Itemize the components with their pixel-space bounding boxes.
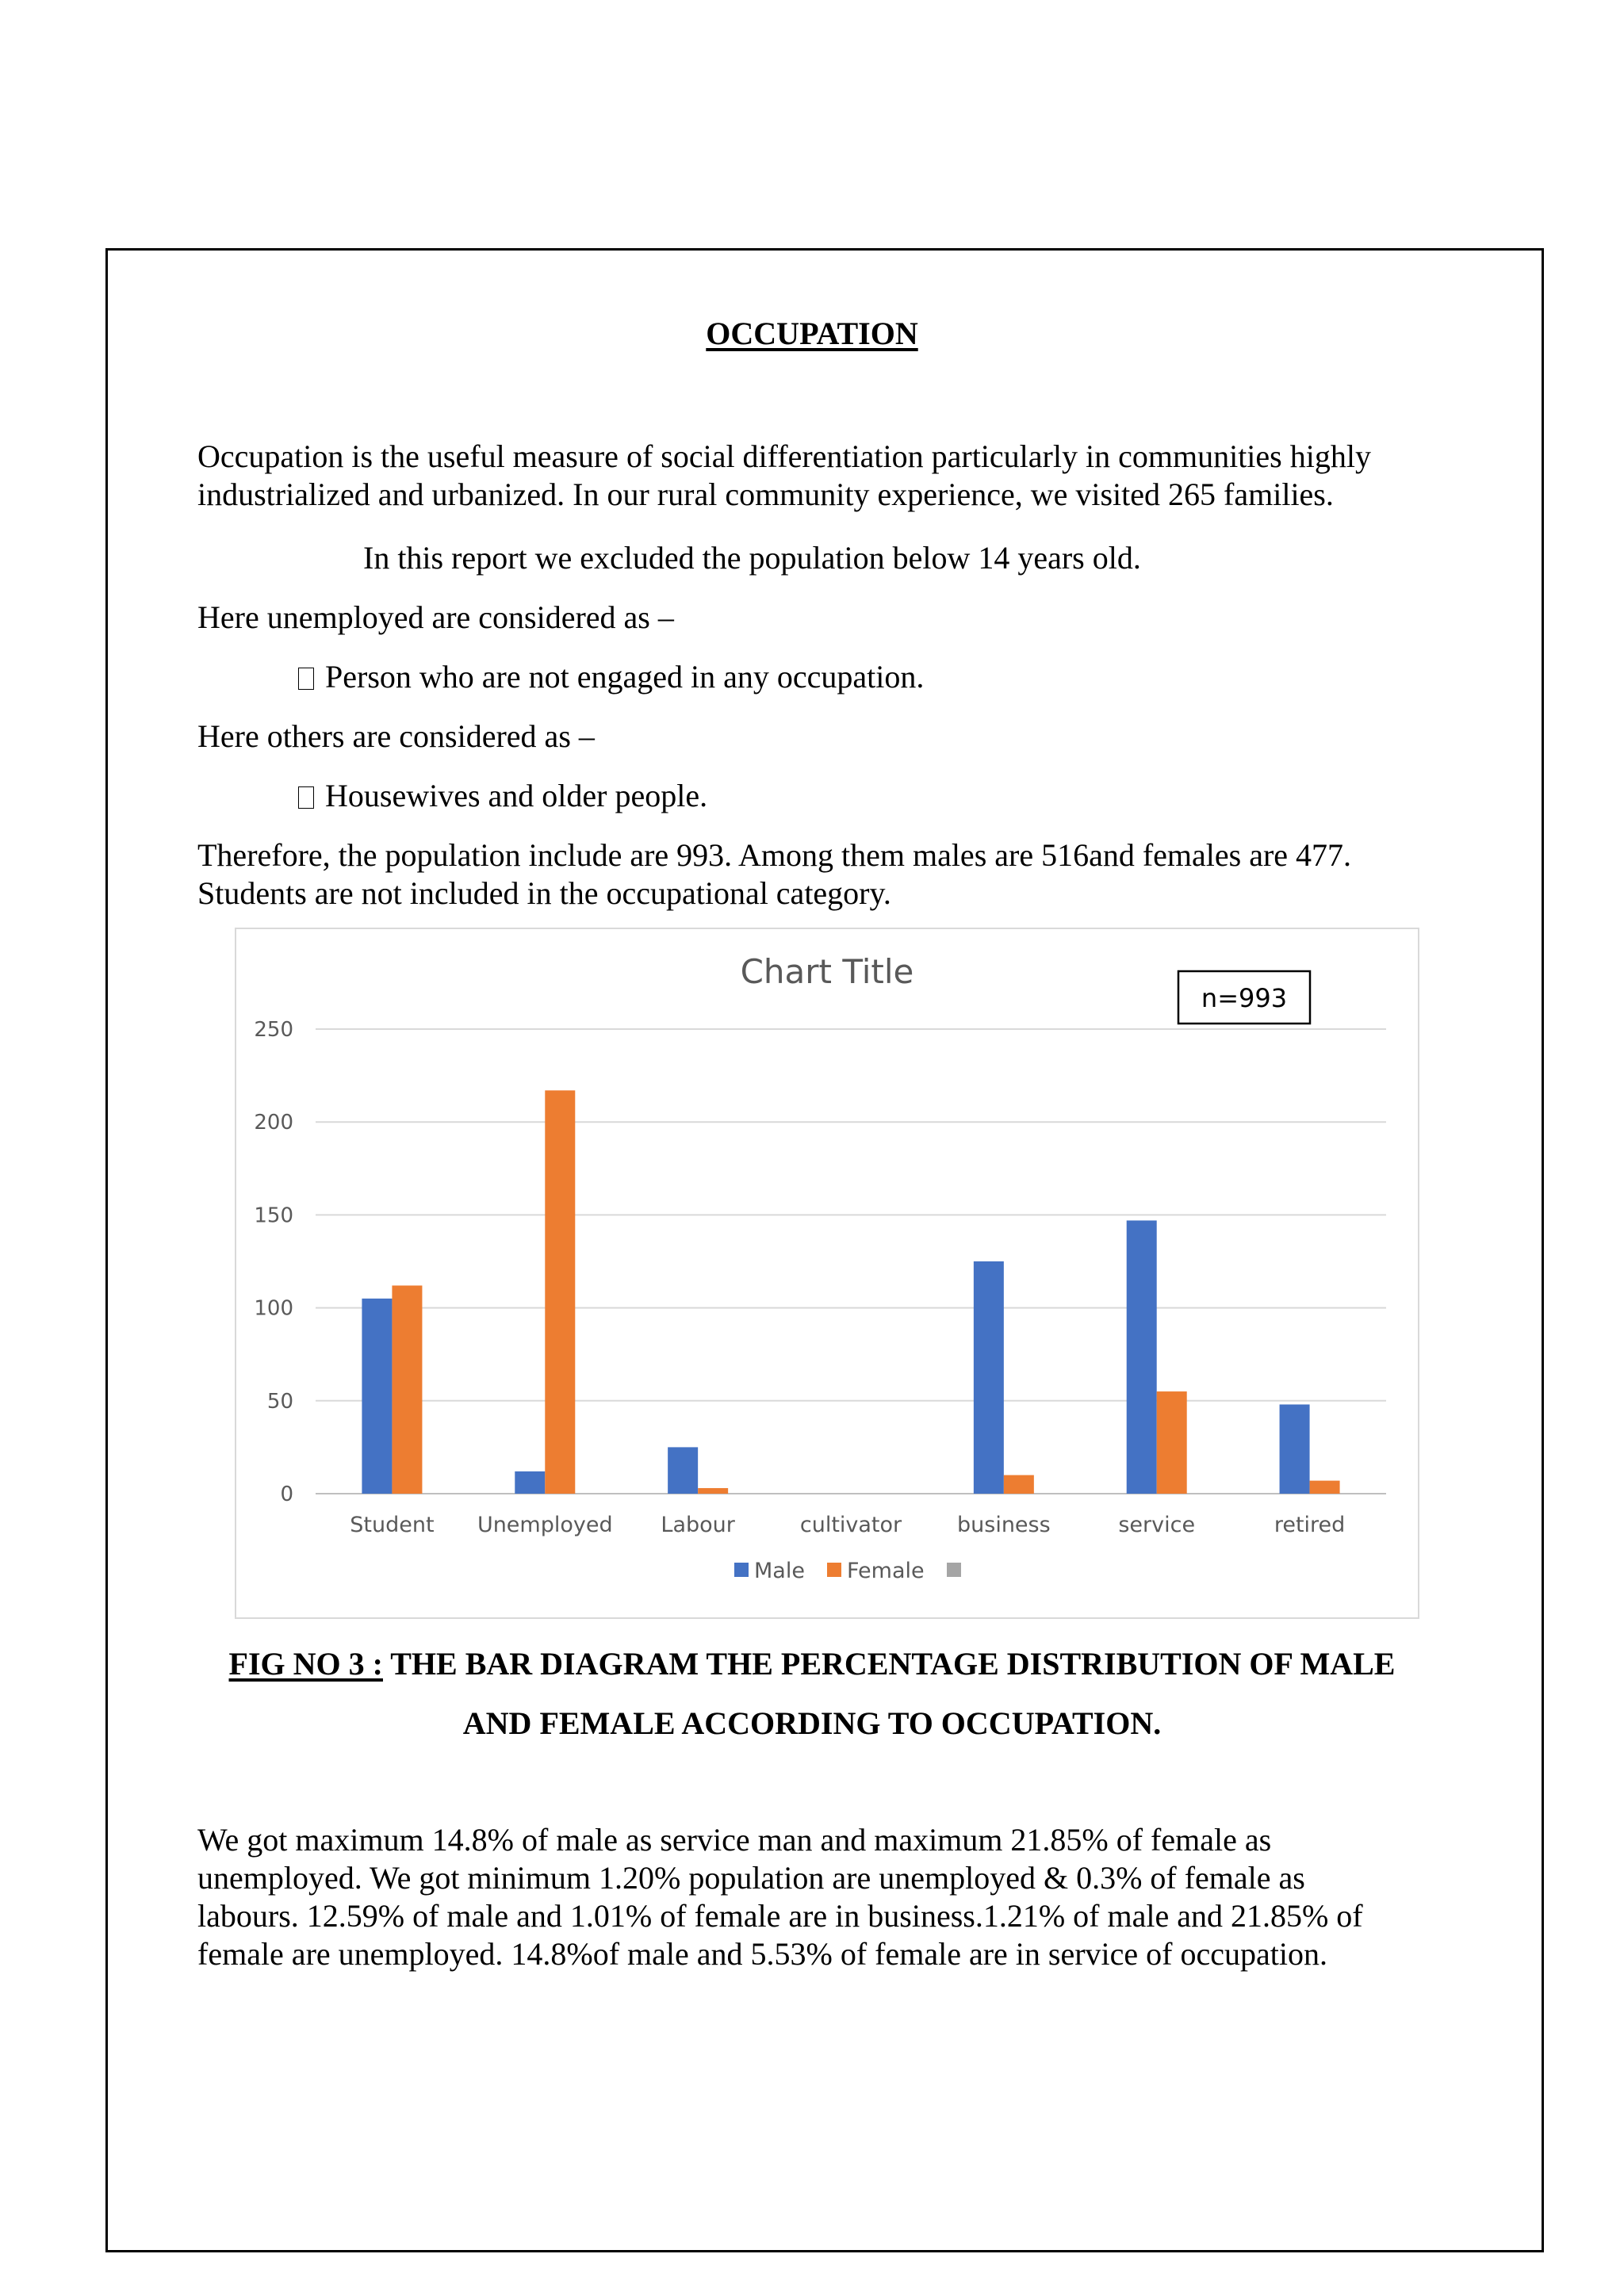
x-tick-label: Labour <box>661 1513 735 1537</box>
others-definition-text: Housewives and older people. <box>325 778 708 813</box>
findings-line-4: female are unemployed. 14.8%of male and 5.53% of female are in service of occupation. <box>197 1936 1327 1972</box>
legend-swatch-unnamed <box>947 1563 961 1577</box>
bar-female <box>698 1488 728 1494</box>
unemployed-definition-item <box>298 658 924 696</box>
unemployed-definition-text: Person who are not engaged in any occupation. <box>325 659 925 695</box>
chart-title: Chart Title <box>740 952 914 991</box>
population-line-1: Therefore, the population include are 993. Among them males are 516and females are 477. <box>197 837 1352 873</box>
x-tick-label: Unemployed <box>477 1513 613 1537</box>
bar-male <box>362 1299 392 1494</box>
x-tick-label: retired <box>1274 1513 1346 1537</box>
bar-female <box>545 1090 575 1494</box>
figure-caption-line-2: AND FEMALE ACCORDING TO OCCUPATION. <box>462 1705 1162 1741</box>
bar-male <box>1127 1220 1157 1494</box>
y-tick-label: 0 <box>280 1483 293 1506</box>
x-tick-label: service <box>1118 1513 1196 1537</box>
findings-line-3: labours. 12.59% of male and 1.01% of female are in business.1.21% of male and 21.85% of <box>197 1898 1363 1934</box>
unemployed-definition-heading: Here unemployed are considered as – <box>197 599 674 635</box>
bar-male <box>974 1261 1004 1494</box>
y-tick-label: 100 <box>254 1296 293 1321</box>
y-tick-label: 50 <box>266 1389 293 1414</box>
bar-male <box>668 1447 698 1494</box>
bar-female <box>392 1285 422 1494</box>
bar-chart <box>235 928 1419 1619</box>
intro-paragraph: Occupation is the useful measure of social differentiation particularly in communities highly industrialized and urbanized. In our rural community experience, we visited 265 families. <box>197 438 1371 512</box>
legend-swatch-male <box>734 1563 749 1577</box>
population-line-2: Students are not included in the occupational category. <box>197 875 891 911</box>
annotation-text: n=993 <box>1201 983 1288 1013</box>
y-tick-label: 200 <box>254 1111 293 1135</box>
page-title: OCCUPATION <box>706 316 918 351</box>
others-definition-heading: Here others are considered as – <box>197 718 595 754</box>
figure-caption-line-1 <box>0 1645 1624 1682</box>
bar-male <box>1280 1404 1310 1494</box>
x-tick-label: cultivator <box>799 1513 902 1537</box>
legend-label-male: Male <box>754 1559 805 1583</box>
y-tick-label: 150 <box>254 1203 293 1228</box>
findings-line-1: We got maximum 14.8% of male as service man and maximum 21.85% of female as <box>197 1822 1272 1858</box>
findings-line-2: unemployed. We got minimum 1.20% population are unemployed & 0.3% of female as <box>197 1860 1305 1896</box>
y-tick-label: 250 <box>254 1018 293 1042</box>
legend-swatch-female <box>827 1563 841 1577</box>
others-definition-item <box>298 777 707 815</box>
x-tick-label: business <box>957 1513 1051 1537</box>
bar-female <box>1004 1475 1034 1494</box>
bar-male <box>515 1471 545 1494</box>
bullet-glyph-icon <box>298 786 314 809</box>
bar-female <box>1310 1481 1340 1494</box>
bar-female <box>1157 1391 1187 1494</box>
figure-caption-text: THE BAR DIAGRAM THE PERCENTAGE DISTRIBUTION OF MALE <box>382 1646 1396 1682</box>
bar-chart-svg <box>236 929 1418 1617</box>
exclusion-note: In this report we excluded the population below 14 years old. <box>363 540 1141 576</box>
figure-number: FIG NO 3 : <box>228 1646 383 1682</box>
bullet-glyph-icon <box>298 668 314 690</box>
legend-label-female: Female <box>847 1559 925 1583</box>
x-tick-label: Student <box>350 1513 435 1537</box>
